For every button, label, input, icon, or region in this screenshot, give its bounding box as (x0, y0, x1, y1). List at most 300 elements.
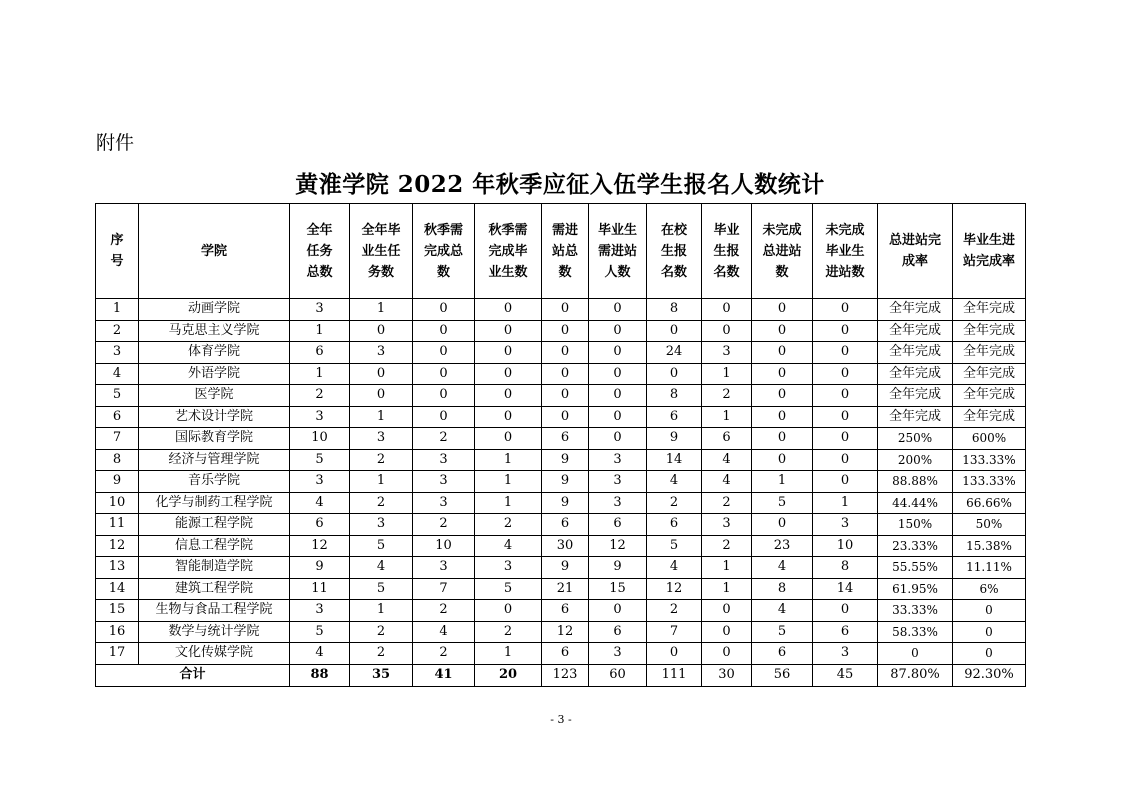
header-line: 成率 (901, 254, 928, 269)
cell-graduate-applicants: 4 (702, 471, 752, 493)
table-row (96, 320, 1026, 342)
cell-student-applicants: 2 (647, 492, 702, 514)
header-line: 生报 (660, 243, 687, 259)
cell-student-applicants: 9 (647, 428, 702, 450)
cell-graduate-applicants: 0 (702, 621, 752, 643)
cell-student-applicants: 7 (647, 621, 702, 643)
header-line: 务数 (367, 264, 394, 280)
cell-autumn-graduate-required: 4 (475, 535, 542, 557)
cell-annual-total-task: 3 (290, 471, 350, 493)
cell-unfinished-graduate-entry: 3 (813, 514, 878, 536)
cell-college: 马克思主义学院 (139, 320, 290, 342)
cell-autumn-total-required: 0 (413, 385, 475, 407)
cell-student-applicants: 0 (647, 320, 702, 342)
cell-total-entry-required: 12 (542, 621, 589, 643)
cell-graduate-entry-required: 0 (589, 428, 647, 450)
cell-autumn-graduate-required: 0 (475, 342, 542, 364)
cell-college: 化学与制药工程学院 (139, 492, 290, 514)
header-line: 秋季需 (423, 222, 463, 238)
header-line: 业生数 (488, 264, 528, 280)
cell-total-entry-required: 0 (542, 320, 589, 342)
header-graduate-completion-rate (953, 204, 1026, 299)
cell-annual-graduate-task: 5 (350, 535, 413, 557)
cell-unfinished-total-entry: 0 (752, 385, 813, 407)
table-row (96, 643, 1026, 665)
cell-graduate-entry-required: 0 (589, 342, 647, 364)
total-total-completion-rate: 87.80% (878, 664, 953, 686)
cell-annual-graduate-task: 3 (350, 514, 413, 536)
cell-seq: 16 (96, 621, 139, 643)
cell-autumn-total-required: 0 (413, 363, 475, 385)
cell-student-applicants: 0 (647, 643, 702, 665)
cell-graduate-applicants: 0 (702, 600, 752, 622)
table-row (96, 342, 1026, 364)
cell-unfinished-graduate-entry: 10 (813, 535, 878, 557)
cell-total-entry-required: 0 (542, 363, 589, 385)
header-total-completion-rate (878, 204, 953, 299)
cell-unfinished-graduate-entry: 1 (813, 492, 878, 514)
header-line: 未完成 (825, 222, 865, 238)
header-line: 毕业生进 (962, 233, 1015, 248)
total-unfinished-graduate-entry: 45 (813, 664, 878, 686)
table-row (96, 514, 1026, 536)
cell-graduate-entry-required: 3 (589, 471, 647, 493)
cell-unfinished-graduate-entry: 0 (813, 363, 878, 385)
cell-graduate-completion-rate: 全年完成 (953, 363, 1026, 385)
table-row (96, 363, 1026, 385)
cell-annual-graduate-task: 2 (350, 621, 413, 643)
cell-seq: 17 (96, 643, 139, 665)
cell-unfinished-total-entry: 0 (752, 514, 813, 536)
cell-graduate-applicants: 2 (702, 535, 752, 557)
header-annual-total-task (290, 204, 350, 299)
cell-annual-total-task: 4 (290, 492, 350, 514)
cell-college: 艺术设计学院 (139, 406, 290, 428)
header-line: 数 (436, 264, 450, 280)
header-line: 进站数 (825, 264, 865, 280)
cell-seq: 6 (96, 406, 139, 428)
cell-annual-graduate-task: 0 (350, 385, 413, 407)
cell-autumn-graduate-required: 1 (475, 449, 542, 471)
cell-college: 体育学院 (139, 342, 290, 364)
cell-student-applicants: 24 (647, 342, 702, 364)
cell-annual-graduate-task: 3 (350, 342, 413, 364)
cell-total-completion-rate: 88.88% (878, 471, 953, 493)
cell-annual-graduate-task: 5 (350, 578, 413, 600)
cell-student-applicants: 6 (647, 406, 702, 428)
cell-total-completion-rate: 250% (878, 428, 953, 450)
cell-graduate-entry-required: 3 (589, 492, 647, 514)
cell-graduate-entry-required: 15 (589, 578, 647, 600)
header-line: 毕业生 (825, 243, 865, 259)
table-row (96, 449, 1026, 471)
cell-seq: 3 (96, 342, 139, 364)
total-label: 合计 (96, 664, 290, 686)
cell-unfinished-graduate-entry: 0 (813, 320, 878, 342)
cell-total-entry-required: 30 (542, 535, 589, 557)
cell-graduate-entry-required: 0 (589, 299, 647, 321)
header-line: 学院 (200, 243, 227, 259)
cell-college: 动画学院 (139, 299, 290, 321)
header-line: 数 (775, 264, 789, 280)
cell-unfinished-total-entry: 8 (752, 578, 813, 600)
header-line: 业生任 (361, 243, 401, 259)
cell-student-applicants: 6 (647, 514, 702, 536)
cell-annual-graduate-task: 1 (350, 600, 413, 622)
cell-graduate-entry-required: 3 (589, 643, 647, 665)
cell-annual-total-task: 5 (290, 621, 350, 643)
cell-autumn-total-required: 3 (413, 492, 475, 514)
cell-total-entry-required: 9 (542, 492, 589, 514)
cell-annual-total-task: 1 (290, 320, 350, 342)
header-unfinished-total-entry (752, 204, 813, 299)
cell-seq: 12 (96, 535, 139, 557)
cell-unfinished-total-entry: 4 (752, 600, 813, 622)
page-title: 黄淮学院 2022 年秋季应征入伍学生报名人数统计 (295, 171, 825, 198)
cell-total-completion-rate: 全年完成 (878, 406, 953, 428)
cell-annual-graduate-task: 3 (350, 428, 413, 450)
cell-annual-total-task: 9 (290, 557, 350, 579)
cell-autumn-graduate-required: 0 (475, 600, 542, 622)
table-row (96, 492, 1026, 514)
table-row (96, 428, 1026, 450)
table-row (96, 557, 1026, 579)
cell-total-entry-required: 6 (542, 600, 589, 622)
cell-unfinished-graduate-entry: 6 (813, 621, 878, 643)
cell-graduate-entry-required: 0 (589, 385, 647, 407)
header-total-entry-required (542, 204, 589, 299)
table-row (96, 578, 1026, 600)
cell-autumn-total-required: 10 (413, 535, 475, 557)
cell-graduate-completion-rate: 133.33% (953, 471, 1026, 493)
cell-total-entry-required: 0 (542, 385, 589, 407)
cell-total-entry-required: 0 (542, 406, 589, 428)
cell-unfinished-graduate-entry: 0 (813, 406, 878, 428)
cell-autumn-graduate-required: 2 (475, 621, 542, 643)
cell-unfinished-total-entry: 23 (752, 535, 813, 557)
cell-total-completion-rate: 33.33% (878, 600, 953, 622)
cell-total-completion-rate: 61.95% (878, 578, 953, 600)
cell-graduate-applicants: 0 (702, 320, 752, 342)
header-autumn-graduate-required (475, 204, 542, 299)
cell-seq: 14 (96, 578, 139, 600)
cell-college: 建筑工程学院 (139, 578, 290, 600)
cell-graduate-applicants: 1 (702, 406, 752, 428)
cell-total-entry-required: 6 (542, 643, 589, 665)
total-row (96, 664, 1026, 686)
cell-autumn-total-required: 3 (413, 449, 475, 471)
cell-college: 医学院 (139, 385, 290, 407)
header-line: 未完成 (762, 222, 802, 238)
cell-student-applicants: 5 (647, 535, 702, 557)
cell-total-completion-rate: 全年完成 (878, 320, 953, 342)
cell-annual-total-task: 10 (290, 428, 350, 450)
cell-autumn-total-required: 0 (413, 299, 475, 321)
cell-seq: 11 (96, 514, 139, 536)
header-line: 需进站 (597, 243, 637, 259)
cell-college: 文化传媒学院 (139, 643, 290, 665)
cell-graduate-completion-rate: 600% (953, 428, 1026, 450)
header-line: 任务 (306, 243, 333, 259)
header-line: 总进站完 (888, 233, 941, 248)
cell-graduate-applicants: 0 (702, 299, 752, 321)
header-line: 毕业生 (597, 222, 637, 238)
cell-graduate-applicants: 1 (702, 578, 752, 600)
cell-total-entry-required: 0 (542, 342, 589, 364)
cell-annual-total-task: 1 (290, 363, 350, 385)
cell-unfinished-total-entry: 0 (752, 363, 813, 385)
cell-autumn-graduate-required: 0 (475, 428, 542, 450)
cell-unfinished-graduate-entry: 14 (813, 578, 878, 600)
header-line: 名数 (713, 264, 740, 280)
cell-autumn-total-required: 3 (413, 471, 475, 493)
cell-unfinished-graduate-entry: 0 (813, 471, 878, 493)
cell-total-entry-required: 9 (542, 471, 589, 493)
cell-annual-graduate-task: 0 (350, 320, 413, 342)
cell-total-completion-rate: 58.33% (878, 621, 953, 643)
header-line: 需进 (551, 222, 578, 238)
header-line: 秋季需 (488, 222, 528, 238)
cell-graduate-applicants: 3 (702, 514, 752, 536)
cell-autumn-total-required: 0 (413, 320, 475, 342)
cell-total-entry-required: 9 (542, 557, 589, 579)
header-college (139, 204, 290, 299)
cell-total-completion-rate: 23.33% (878, 535, 953, 557)
cell-annual-graduate-task: 2 (350, 643, 413, 665)
cell-seq: 4 (96, 363, 139, 385)
cell-unfinished-graduate-entry: 3 (813, 643, 878, 665)
cell-graduate-applicants: 1 (702, 363, 752, 385)
cell-seq: 1 (96, 299, 139, 321)
cell-autumn-total-required: 7 (413, 578, 475, 600)
cell-student-applicants: 4 (647, 557, 702, 579)
cell-student-applicants: 8 (647, 385, 702, 407)
cell-autumn-graduate-required: 1 (475, 643, 542, 665)
cell-graduate-completion-rate: 11.11% (953, 557, 1026, 579)
cell-autumn-total-required: 2 (413, 643, 475, 665)
cell-college: 信息工程学院 (139, 535, 290, 557)
header-line: 完成总 (423, 243, 463, 259)
cell-autumn-graduate-required: 0 (475, 406, 542, 428)
header-line: 序 (110, 233, 124, 248)
cell-autumn-graduate-required: 5 (475, 578, 542, 600)
cell-autumn-total-required: 0 (413, 342, 475, 364)
cell-total-entry-required: 9 (542, 449, 589, 471)
cell-graduate-applicants: 4 (702, 449, 752, 471)
total-student-applicants: 111 (647, 664, 702, 686)
cell-annual-graduate-task: 1 (350, 471, 413, 493)
cell-annual-total-task: 3 (290, 299, 350, 321)
header-line: 人数 (604, 264, 631, 280)
total-graduate-entry-required: 60 (589, 664, 647, 686)
cell-total-completion-rate: 全年完成 (878, 385, 953, 407)
cell-annual-graduate-task: 0 (350, 363, 413, 385)
cell-graduate-completion-rate: 全年完成 (953, 342, 1026, 364)
header-annual-graduate-task (350, 204, 413, 299)
cell-annual-total-task: 11 (290, 578, 350, 600)
page-number: - 3 - (550, 713, 572, 726)
cell-graduate-completion-rate: 66.66% (953, 492, 1026, 514)
cell-graduate-applicants: 2 (702, 492, 752, 514)
header-autumn-total-required (413, 204, 475, 299)
cell-college: 音乐学院 (139, 471, 290, 493)
cell-college: 国际教育学院 (139, 428, 290, 450)
cell-autumn-graduate-required: 2 (475, 514, 542, 536)
header-line: 生报 (713, 243, 740, 259)
cell-graduate-completion-rate: 全年完成 (953, 406, 1026, 428)
total-graduate-completion-rate: 92.30% (953, 664, 1026, 686)
cell-total-completion-rate: 44.44% (878, 492, 953, 514)
cell-seq: 7 (96, 428, 139, 450)
cell-graduate-completion-rate: 全年完成 (953, 299, 1026, 321)
cell-seq: 9 (96, 471, 139, 493)
cell-graduate-completion-rate: 133.33% (953, 449, 1026, 471)
cell-graduate-applicants: 0 (702, 643, 752, 665)
table-header-row (96, 204, 1026, 299)
cell-unfinished-total-entry: 4 (752, 557, 813, 579)
header-graduate-entry-required (589, 204, 647, 299)
header-line: 名数 (660, 264, 687, 280)
cell-total-completion-rate: 全年完成 (878, 299, 953, 321)
cell-annual-total-task: 6 (290, 514, 350, 536)
cell-unfinished-total-entry: 5 (752, 492, 813, 514)
cell-total-completion-rate: 0 (878, 643, 953, 665)
cell-graduate-entry-required: 6 (589, 514, 647, 536)
cell-graduate-entry-required: 0 (589, 320, 647, 342)
cell-unfinished-total-entry: 0 (752, 449, 813, 471)
cell-total-completion-rate: 200% (878, 449, 953, 471)
cell-student-applicants: 12 (647, 578, 702, 600)
header-line: 站总 (551, 243, 578, 259)
cell-autumn-total-required: 4 (413, 621, 475, 643)
cell-autumn-graduate-required: 0 (475, 320, 542, 342)
cell-unfinished-graduate-entry: 0 (813, 385, 878, 407)
cell-college: 能源工程学院 (139, 514, 290, 536)
cell-graduate-completion-rate: 0 (953, 621, 1026, 643)
cell-graduate-applicants: 2 (702, 385, 752, 407)
cell-unfinished-graduate-entry: 0 (813, 428, 878, 450)
attachment-label: 附件 (96, 132, 135, 154)
cell-student-applicants: 8 (647, 299, 702, 321)
header-line: 在校 (660, 222, 687, 238)
cell-annual-graduate-task: 1 (350, 299, 413, 321)
cell-unfinished-total-entry: 1 (752, 471, 813, 493)
cell-annual-total-task: 12 (290, 535, 350, 557)
cell-annual-total-task: 6 (290, 342, 350, 364)
header-line: 完成毕 (488, 243, 528, 259)
total-autumn-graduate-required: 20 (475, 664, 542, 686)
header-line: 数 (558, 264, 572, 280)
cell-graduate-entry-required: 6 (589, 621, 647, 643)
cell-college: 经济与管理学院 (139, 449, 290, 471)
table-row (96, 406, 1026, 428)
cell-student-applicants: 14 (647, 449, 702, 471)
cell-graduate-completion-rate: 50% (953, 514, 1026, 536)
total-autumn-total-required: 41 (413, 664, 475, 686)
cell-autumn-graduate-required: 0 (475, 363, 542, 385)
header-line: 站完成率 (962, 254, 1015, 269)
cell-graduate-applicants: 1 (702, 557, 752, 579)
cell-student-applicants: 4 (647, 471, 702, 493)
header-line: 毕业 (713, 222, 740, 238)
cell-annual-total-task: 3 (290, 406, 350, 428)
cell-graduate-completion-rate: 0 (953, 643, 1026, 665)
header-line: 总数 (306, 264, 333, 280)
cell-autumn-graduate-required: 0 (475, 299, 542, 321)
header-unfinished-graduate-entry (813, 204, 878, 299)
cell-unfinished-graduate-entry: 0 (813, 449, 878, 471)
cell-graduate-entry-required: 0 (589, 600, 647, 622)
cell-total-entry-required: 6 (542, 428, 589, 450)
cell-college: 外语学院 (139, 363, 290, 385)
cell-autumn-graduate-required: 1 (475, 492, 542, 514)
table-row (96, 621, 1026, 643)
cell-graduate-completion-rate: 全年完成 (953, 320, 1026, 342)
header-line: 号 (110, 254, 124, 269)
cell-seq: 5 (96, 385, 139, 407)
cell-graduate-completion-rate: 全年完成 (953, 385, 1026, 407)
cell-annual-total-task: 2 (290, 385, 350, 407)
cell-graduate-entry-required: 9 (589, 557, 647, 579)
cell-college: 生物与食品工程学院 (139, 600, 290, 622)
cell-total-entry-required: 21 (542, 578, 589, 600)
cell-student-applicants: 2 (647, 600, 702, 622)
total-total-entry-required: 123 (542, 664, 589, 686)
cell-unfinished-total-entry: 0 (752, 299, 813, 321)
cell-autumn-total-required: 3 (413, 557, 475, 579)
header-line: 全年 (306, 222, 333, 238)
cell-college: 数学与统计学院 (139, 621, 290, 643)
cell-total-entry-required: 0 (542, 299, 589, 321)
cell-autumn-graduate-required: 1 (475, 471, 542, 493)
total-unfinished-total-entry: 56 (752, 664, 813, 686)
cell-student-applicants: 0 (647, 363, 702, 385)
cell-autumn-total-required: 0 (413, 406, 475, 428)
cell-seq: 15 (96, 600, 139, 622)
cell-total-completion-rate: 150% (878, 514, 953, 536)
cell-total-completion-rate: 全年完成 (878, 342, 953, 364)
table-row (96, 600, 1026, 622)
header-seq (96, 204, 139, 299)
cell-unfinished-graduate-entry: 0 (813, 299, 878, 321)
total-annual-total-task: 88 (290, 664, 350, 686)
cell-annual-graduate-task: 1 (350, 406, 413, 428)
cell-graduate-entry-required: 3 (589, 449, 647, 471)
cell-graduate-applicants: 3 (702, 342, 752, 364)
cell-graduate-applicants: 6 (702, 428, 752, 450)
cell-seq: 10 (96, 492, 139, 514)
enlistment-statistics-table (95, 203, 1026, 687)
cell-autumn-graduate-required: 0 (475, 385, 542, 407)
table-row (96, 299, 1026, 321)
cell-unfinished-total-entry: 0 (752, 342, 813, 364)
cell-unfinished-total-entry: 0 (752, 428, 813, 450)
cell-unfinished-graduate-entry: 0 (813, 600, 878, 622)
cell-unfinished-total-entry: 0 (752, 406, 813, 428)
cell-autumn-total-required: 2 (413, 514, 475, 536)
cell-unfinished-graduate-entry: 8 (813, 557, 878, 579)
cell-autumn-total-required: 2 (413, 428, 475, 450)
cell-autumn-total-required: 2 (413, 600, 475, 622)
cell-annual-graduate-task: 4 (350, 557, 413, 579)
table-row (96, 471, 1026, 493)
cell-graduate-entry-required: 0 (589, 406, 647, 428)
header-line: 全年毕 (361, 222, 401, 238)
cell-autumn-graduate-required: 3 (475, 557, 542, 579)
cell-unfinished-graduate-entry: 0 (813, 342, 878, 364)
cell-unfinished-total-entry: 5 (752, 621, 813, 643)
cell-annual-total-task: 5 (290, 449, 350, 471)
